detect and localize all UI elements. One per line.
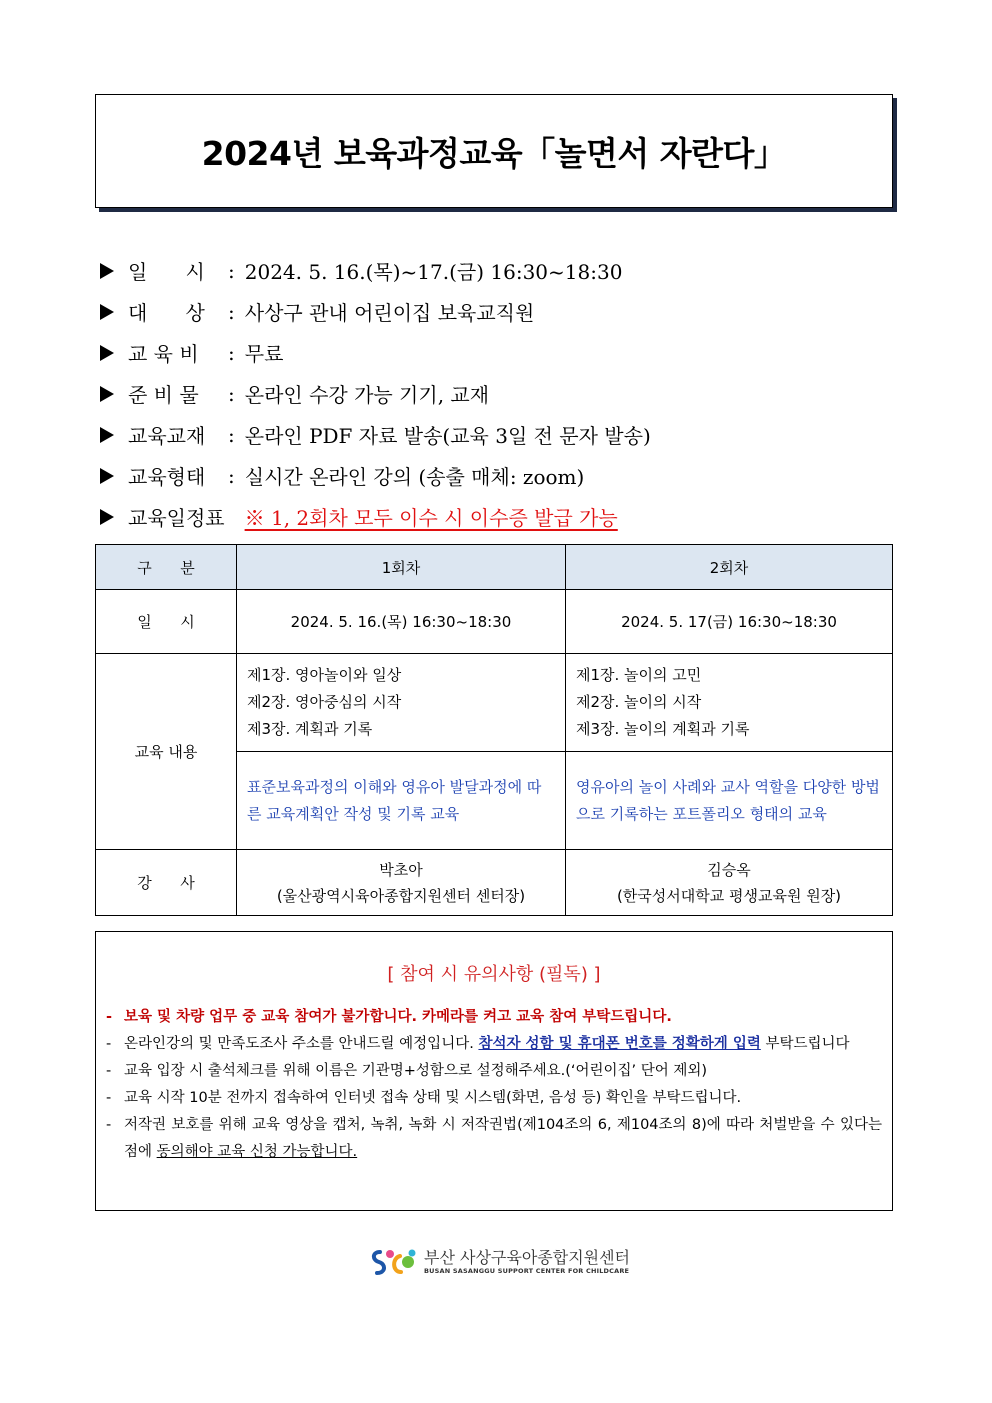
notice-item — [106, 1058, 882, 1085]
chapter-item: 제1장. 놀이의 고민 — [576, 666, 702, 684]
notice-item — [106, 1004, 882, 1031]
info-label: 대 상 — [128, 301, 205, 325]
session-1-instructor — [237, 850, 566, 916]
info-row-schedule — [100, 496, 900, 537]
notice-title: [ 참여 시 유의사항 (필독) ] — [387, 964, 601, 985]
info-row-material — [100, 414, 900, 455]
schedule-label: 교육일정표 — [128, 506, 225, 530]
info-row-target — [100, 291, 900, 332]
notice-text — [124, 1031, 882, 1058]
triangle-bullet-icon — [100, 386, 114, 402]
triangle-bullet-icon — [100, 509, 114, 525]
triangle-bullet-icon — [100, 468, 114, 484]
info-row-supplies — [100, 373, 900, 414]
dash-bullet: - — [106, 1063, 112, 1079]
notice-text: 교육 입장 시 출석체크를 위해 이름은 기관명+성함으로 설정해주세요.(‘어린이집’ 단어 제외) — [124, 1063, 708, 1079]
triangle-bullet-icon — [100, 345, 114, 361]
triangle-bullet-icon — [100, 427, 114, 443]
notice-text: 보육 및 차량 업무 중 교육 참여가 불가합니다. 카메라를 켜고 교육 참여 부탁드립니다. — [124, 1009, 672, 1025]
footer-name-en: BUSAN SASANGGU SUPPORT CENTER FOR CHILDCARE — [424, 1267, 630, 1275]
row-label-instructor: 강 사 — [96, 850, 237, 916]
notice-text — [124, 1112, 882, 1166]
table-row-instructor — [96, 850, 893, 916]
notice-text-part: 부탁드립니다 — [760, 1036, 850, 1052]
chapter-item: 제3장. 놀이의 계획과 기록 — [576, 720, 750, 738]
info-value: 실시간 온라인 강의 (송출 매체: zoom) — [244, 465, 585, 489]
footer-logo — [370, 1246, 630, 1278]
info-value: 2024. 5. 16.(목)~17.(금) 16:30~18:30 — [244, 260, 623, 284]
chapter-item: 제2장. 영아중심의 시작 — [247, 693, 402, 711]
info-colon: : — [228, 340, 235, 365]
dash-bullet: - — [106, 1009, 113, 1025]
info-label: 교육형태 — [128, 465, 206, 489]
info-colon: : — [228, 463, 235, 488]
dash-bullet: - — [106, 1036, 112, 1052]
dash-bullet: - — [106, 1090, 112, 1106]
table-header-row — [96, 545, 893, 590]
info-label: 준 비 물 — [128, 383, 199, 407]
notice-text-part: 저작권 보호를 위해 교육 영상을 캡처, 녹취, 녹화 시 저작권법(제104조의 6, 제104조의 8)에 따라 처벌받을 수 있다는 점에 — [124, 1117, 882, 1160]
info-colon: : — [228, 299, 235, 324]
notice-emphasis: 참석자 성함 및 휴대폰 번호를 정확하게 입력 — [478, 1036, 761, 1052]
info-list — [100, 250, 900, 537]
notice-emphasis: 동의해야 교육 신청 가능합니다. — [156, 1144, 358, 1160]
info-colon: : — [228, 381, 235, 406]
footer-name-ko: 부산 사상구육아종합지원센터 — [424, 1248, 631, 1267]
table-row-chapters — [96, 654, 893, 752]
chapter-item: 제1장. 영아놀이와 일상 — [247, 666, 402, 684]
info-value: 무료 — [244, 342, 284, 366]
info-colon: : — [228, 422, 235, 447]
session-2-description: 영유아의 놀이 사례와 교사 역할을 다양한 방법으로 기록하는 포트폴리오 형태의 교육 — [566, 752, 893, 850]
notice-box — [95, 931, 893, 1211]
chapter-item: 제3장. 계획과 기록 — [247, 720, 373, 738]
notice-item — [106, 1085, 882, 1112]
notice-text-part: 온라인강의 및 만족도조사 주소를 안내드릴 예정입니다. — [124, 1036, 479, 1052]
info-colon: : — [228, 258, 235, 283]
info-row-date — [100, 250, 900, 291]
info-row-format — [100, 455, 900, 496]
triangle-bullet-icon — [100, 263, 114, 279]
session-2-date: 2024. 5. 17(금) 16:30~18:30 — [566, 590, 893, 654]
info-value: 사상구 관내 어린이집 보육교직원 — [244, 301, 535, 325]
row-label-date: 일 시 — [96, 590, 237, 654]
session-2-instructor — [566, 850, 893, 916]
info-row-fee — [100, 332, 900, 373]
notice-list — [96, 1004, 892, 1166]
dash-bullet: - — [106, 1117, 112, 1133]
header-session-2: 2회차 — [566, 545, 893, 590]
header-session-1: 1회차 — [237, 545, 566, 590]
notice-item — [106, 1031, 882, 1058]
instructor-name: 박초아 — [379, 860, 423, 879]
triangle-bullet-icon — [100, 304, 114, 320]
title-box — [95, 94, 893, 208]
info-label: 교 육 비 — [128, 342, 199, 366]
instructor-name: 김승옥 — [707, 860, 751, 879]
info-label: 일 시 — [128, 260, 205, 284]
info-value: 온라인 수강 가능 기기, 교재 — [244, 383, 490, 407]
row-label-content: 교육 내용 — [96, 654, 237, 850]
schedule-notice: ※ 1, 2회차 모두 이수 시 이수증 발급 가능 — [244, 506, 618, 530]
info-label: 교육교재 — [128, 424, 206, 448]
notice-item — [106, 1112, 882, 1166]
table-row-date — [96, 590, 893, 654]
chapter-item: 제2장. 놀이의 시작 — [576, 693, 702, 711]
session-1-description: 표준보육과정의 이해와 영유아 발달과정에 따른 교육계획안 작성 및 기록 교육 — [237, 752, 566, 850]
instructor-org: (울산광역시육아종합지원센터 센터장) — [276, 886, 526, 905]
center-logo-icon — [370, 1246, 418, 1278]
session-1-chapters — [237, 654, 566, 752]
session-2-chapters — [566, 654, 893, 752]
session-1-date: 2024. 5. 16.(목) 16:30~18:30 — [237, 590, 566, 654]
header-category: 구 분 — [96, 545, 237, 590]
instructor-org: (한국성서대학교 평생교육원 원장) — [616, 886, 842, 905]
schedule-table — [95, 544, 893, 916]
page-title: 2024년 보육과정교육「놀면서 자란다」 — [201, 133, 787, 173]
footer-text — [424, 1249, 630, 1275]
notice-text: 교육 시작 10분 전까지 접속하여 인터넷 접속 상태 및 시스템(화면, 음성 등) 확인을 부탁드립니다. — [124, 1090, 742, 1106]
info-value: 온라인 PDF 자료 발송(교육 3일 전 문자 발송) — [244, 424, 651, 448]
